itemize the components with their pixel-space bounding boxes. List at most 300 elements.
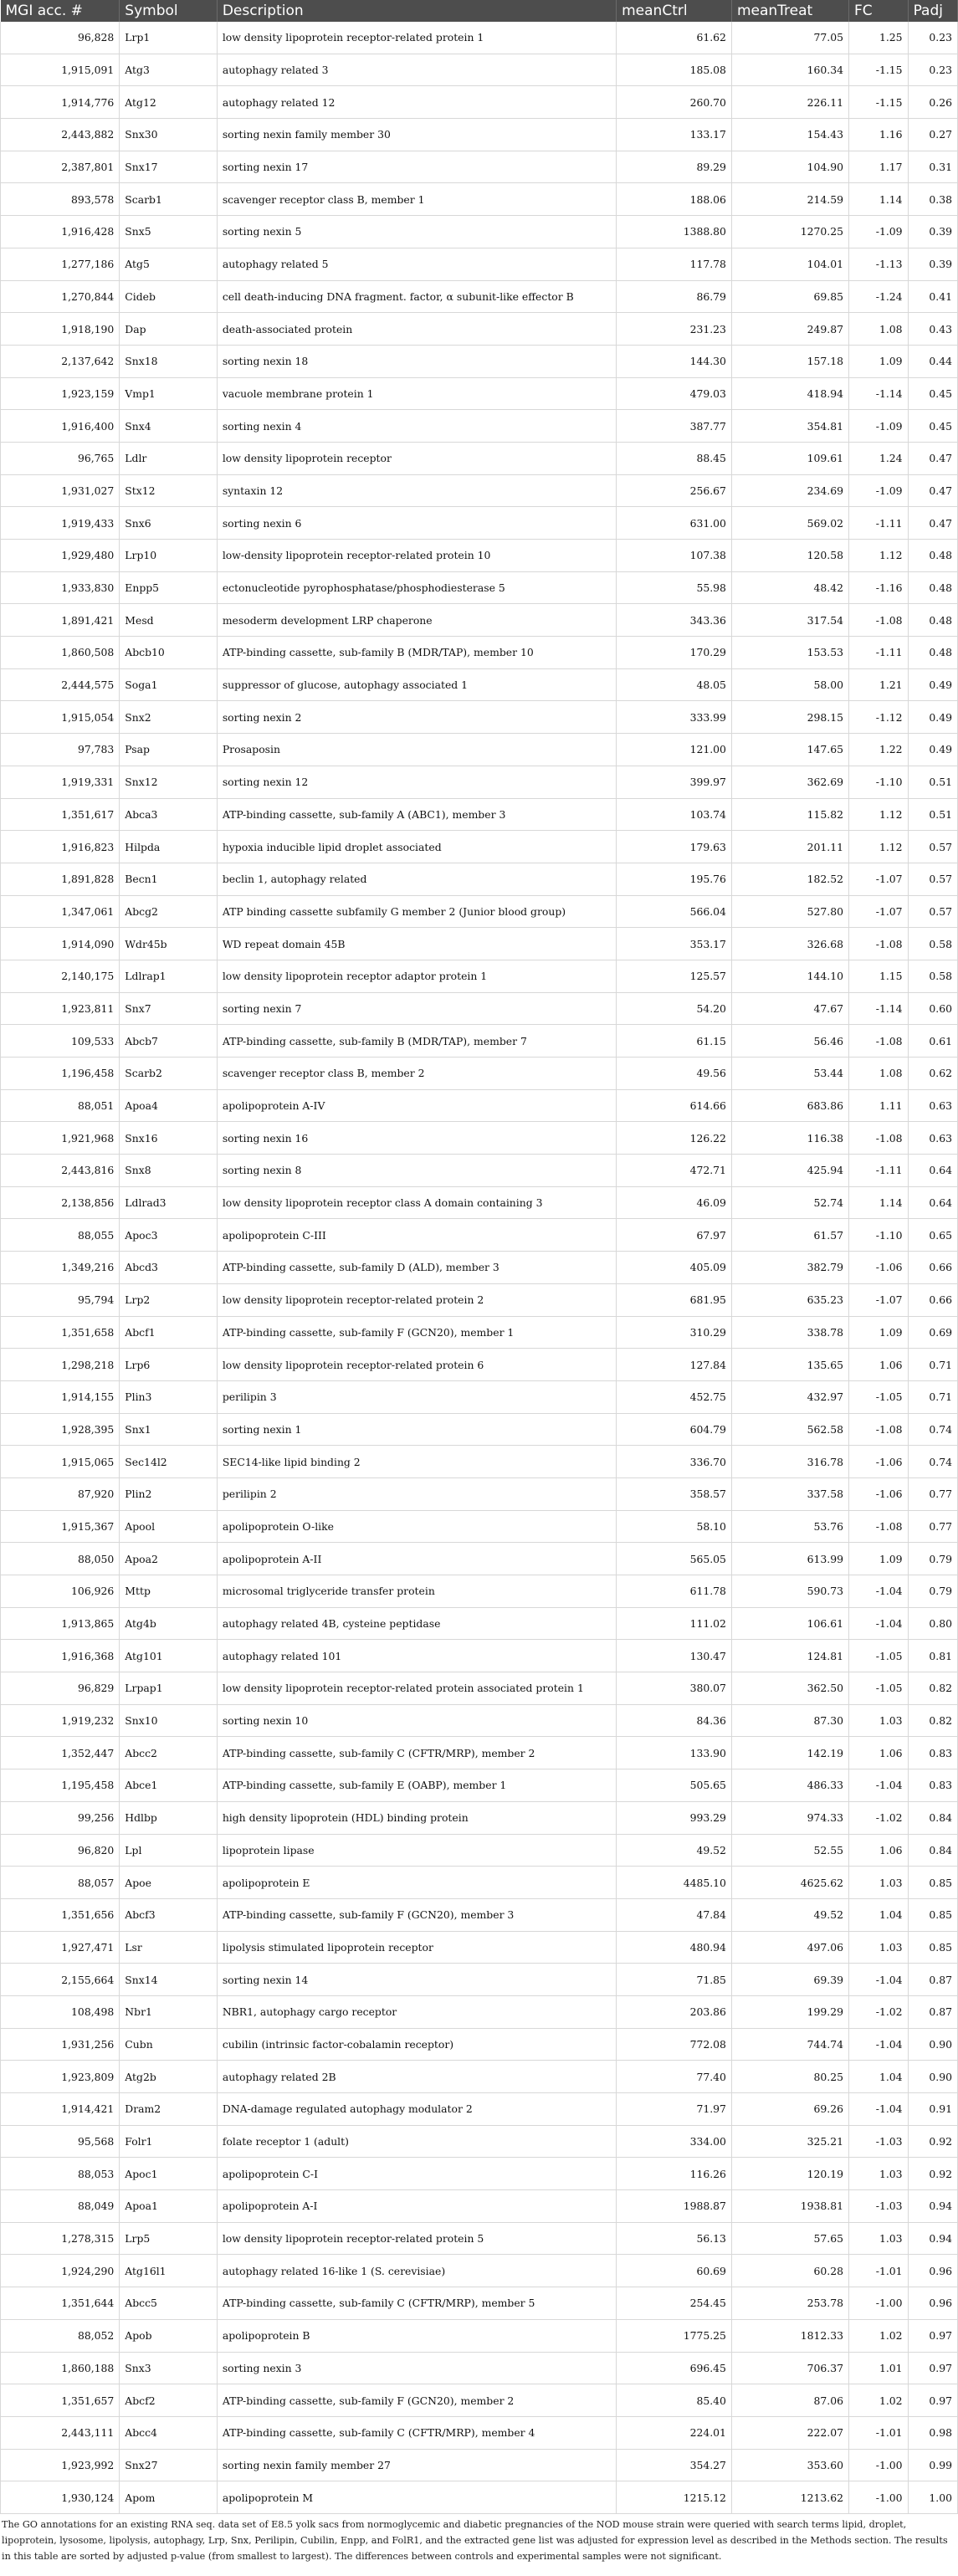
meantreat-cell: 337.58: [731, 1477, 848, 1510]
description-cell: cubilin (intrinsic factor-cobalamin receptor): [217, 2028, 616, 2061]
meanctrl-cell: 480.94: [617, 1931, 732, 1964]
description-cell: sorting nexin 3: [217, 2352, 616, 2384]
description-cell: NBR1, autophagy cargo receptor: [217, 1995, 616, 2028]
mgi-acc-cell: 1,923,159: [1, 377, 120, 410]
meanctrl-cell: 260.70: [617, 86, 732, 119]
meanctrl-cell: 399.97: [617, 766, 732, 798]
fc-cell: 1.01: [848, 2352, 908, 2384]
description-cell: apolipoprotein A-I: [217, 2190, 616, 2223]
table-row: [1, 960, 958, 992]
meantreat-cell: 109.61: [731, 442, 848, 474]
symbol-cell: Abcb7: [120, 1025, 218, 1058]
description-cell: sorting nexin 14: [217, 1964, 616, 1996]
symbol-cell: Snx1: [120, 1413, 218, 1446]
symbol-cell: Snx17: [120, 151, 218, 183]
padj-cell: 0.74: [908, 1446, 957, 1478]
fc-cell: -1.14: [848, 377, 908, 410]
description-cell: Prosaposin: [217, 734, 616, 766]
mgi-acc-cell: 1,349,216: [1, 1252, 120, 1284]
table-row: [1, 1413, 958, 1446]
description-cell: high density lipoprotein (HDL) binding protein: [217, 1801, 616, 1834]
padj-cell: 0.91: [908, 2093, 957, 2126]
table-row: [1, 1380, 958, 1413]
meantreat-cell: 562.58: [731, 1413, 848, 1446]
padj-cell: 0.31: [908, 151, 957, 183]
table-row: [1, 571, 958, 604]
padj-cell: 0.61: [908, 1025, 957, 1058]
table-row: [1, 1186, 958, 1219]
meantreat-cell: 160.34: [731, 54, 848, 86]
description-cell: apolipoprotein E: [217, 1867, 616, 1899]
fc-cell: 1.21: [848, 668, 908, 701]
table-row: [1, 345, 958, 377]
meantreat-cell: 157.18: [731, 345, 848, 377]
table-row: [1, 2352, 958, 2384]
fc-cell: -1.09: [848, 216, 908, 248]
meantreat-cell: 120.19: [731, 2158, 848, 2190]
meanctrl-cell: 60.69: [617, 2255, 732, 2287]
meanctrl-cell: 77.40: [617, 2061, 732, 2093]
meantreat-cell: 142.19: [731, 1737, 848, 1769]
meantreat-cell: 635.23: [731, 1283, 848, 1316]
padj-cell: 0.97: [908, 2319, 957, 2352]
description-cell: mesoderm development LRP chaperone: [217, 604, 616, 637]
mgi-acc-cell: 1,347,061: [1, 895, 120, 928]
fc-cell: -1.01: [848, 2416, 908, 2449]
mgi-acc-cell: 1,919,232: [1, 1704, 120, 1737]
padj-cell: 0.94: [908, 2222, 957, 2255]
description-cell: autophagy related 2B: [217, 2061, 616, 2093]
meanctrl-cell: 1988.87: [617, 2190, 732, 2223]
symbol-cell: Lpl: [120, 1834, 218, 1867]
table-row: [1, 2449, 958, 2481]
fc-cell: -1.02: [848, 1995, 908, 2028]
padj-cell: 0.84: [908, 1801, 957, 1834]
meanctrl-cell: 107.38: [617, 540, 732, 572]
meantreat-cell: 382.79: [731, 1252, 848, 1284]
padj-cell: 0.41: [908, 280, 957, 313]
fc-cell: -1.13: [848, 248, 908, 280]
symbol-cell: Abcc5: [120, 2287, 218, 2320]
padj-cell: 0.57: [908, 895, 957, 928]
description-cell: apolipoprotein A-II: [217, 1543, 616, 1575]
padj-cell: 0.83: [908, 1737, 957, 1769]
fc-cell: -1.04: [848, 2028, 908, 2061]
fc-cell: 1.22: [848, 734, 908, 766]
padj-cell: 0.64: [908, 1155, 957, 1187]
fc-cell: -1.09: [848, 474, 908, 507]
symbol-cell: Becn1: [120, 863, 218, 895]
fc-cell: 1.08: [848, 1058, 908, 1090]
fc-cell: 1.08: [848, 313, 908, 346]
table-row: [1, 1640, 958, 1672]
meantreat-cell: 116.38: [731, 1122, 848, 1155]
mgi-acc-cell: 1,914,155: [1, 1380, 120, 1413]
meantreat-cell: 69.85: [731, 280, 848, 313]
meanctrl-cell: 61.15: [617, 1025, 732, 1058]
padj-cell: 0.79: [908, 1543, 957, 1575]
description-cell: low density lipoprotein receptor-related protein associated protein 1: [217, 1672, 616, 1705]
padj-cell: 0.94: [908, 2190, 957, 2223]
meanctrl-cell: 71.97: [617, 2093, 732, 2126]
fc-cell: 1.14: [848, 183, 908, 216]
meanctrl-cell: 170.29: [617, 637, 732, 669]
meantreat-cell: 69.39: [731, 1964, 848, 1996]
table-row: [1, 1058, 958, 1090]
table-row: [1, 2028, 958, 2061]
symbol-cell: Snx27: [120, 2449, 218, 2481]
fc-cell: -1.08: [848, 1122, 908, 1155]
padj-cell: 0.81: [908, 1640, 957, 1672]
meantreat-cell: 590.73: [731, 1575, 848, 1608]
description-cell: apolipoprotein M: [217, 2481, 616, 2514]
meanctrl-cell: 387.77: [617, 410, 732, 443]
meanctrl-cell: 353.17: [617, 928, 732, 960]
padj-cell: 0.92: [908, 2125, 957, 2158]
fc-cell: 1.09: [848, 345, 908, 377]
meantreat-cell: 106.61: [731, 1607, 848, 1640]
symbol-cell: Lrp10: [120, 540, 218, 572]
meanctrl-cell: 85.40: [617, 2384, 732, 2417]
description-cell: apolipoprotein A-IV: [217, 1089, 616, 1122]
mgi-acc-cell: 1,860,508: [1, 637, 120, 669]
mgi-acc-cell: 88,057: [1, 1867, 120, 1899]
fc-cell: -1.08: [848, 604, 908, 637]
meanctrl-cell: 125.57: [617, 960, 732, 992]
mgi-acc-cell: 1,352,447: [1, 1737, 120, 1769]
description-cell: sorting nexin 10: [217, 1704, 616, 1737]
mgi-acc-cell: 1,919,331: [1, 766, 120, 798]
fc-cell: -1.07: [848, 863, 908, 895]
meanctrl-cell: 56.13: [617, 2222, 732, 2255]
meantreat-cell: 77.05: [731, 22, 848, 54]
symbol-cell: Soga1: [120, 668, 218, 701]
symbol-cell: Dap: [120, 313, 218, 346]
padj-cell: 1.00: [908, 2481, 957, 2514]
description-cell: autophagy related 12: [217, 86, 616, 119]
table-row: [1, 1316, 958, 1349]
table-row: [1, 668, 958, 701]
meanctrl-cell: 130.47: [617, 1640, 732, 1672]
padj-cell: 0.82: [908, 1672, 957, 1705]
padj-cell: 0.65: [908, 1219, 957, 1252]
symbol-cell: Lrp5: [120, 2222, 218, 2255]
description-cell: sorting nexin 5: [217, 216, 616, 248]
table-row: [1, 1025, 958, 1058]
meantreat-cell: 418.94: [731, 377, 848, 410]
symbol-cell: Atg101: [120, 1640, 218, 1672]
meantreat-cell: 87.06: [731, 2384, 848, 2417]
padj-cell: 0.80: [908, 1607, 957, 1640]
meanctrl-cell: 631.00: [617, 507, 732, 540]
mgi-acc-cell: 1,298,218: [1, 1349, 120, 1381]
symbol-cell: Dram2: [120, 2093, 218, 2126]
description-cell: autophagy related 5: [217, 248, 616, 280]
description-cell: sorting nexin 16: [217, 1122, 616, 1155]
meanctrl-cell: 117.78: [617, 248, 732, 280]
meantreat-cell: 317.54: [731, 604, 848, 637]
symbol-cell: Snx16: [120, 1122, 218, 1155]
table-body: [1, 22, 958, 2513]
symbol-cell: Ldlr: [120, 442, 218, 474]
mgi-acc-cell: 106,926: [1, 1575, 120, 1608]
meantreat-cell: 60.28: [731, 2255, 848, 2287]
padj-cell: 0.62: [908, 1058, 957, 1090]
mgi-acc-cell: 1,913,865: [1, 1607, 120, 1640]
mgi-acc-cell: 97,783: [1, 734, 120, 766]
table-row: [1, 216, 958, 248]
padj-cell: 0.45: [908, 377, 957, 410]
padj-cell: 0.82: [908, 1704, 957, 1737]
description-cell: sorting nexin 4: [217, 410, 616, 443]
symbol-cell: Cubn: [120, 2028, 218, 2061]
table-row: [1, 1672, 958, 1705]
meanctrl-cell: 565.05: [617, 1543, 732, 1575]
mgi-acc-cell: 1,921,968: [1, 1122, 120, 1155]
meanctrl-cell: 681.95: [617, 1283, 732, 1316]
meanctrl-cell: 111.02: [617, 1607, 732, 1640]
padj-cell: 0.71: [908, 1349, 957, 1381]
table-row: [1, 2190, 958, 2223]
description-cell: ATP-binding cassette, sub-family F (GCN20), member 3: [217, 1898, 616, 1931]
description-cell: low-density lipoprotein receptor-related protein 10: [217, 540, 616, 572]
description-cell: ATP-binding cassette, sub-family D (ALD), member 3: [217, 1252, 616, 1284]
meantreat-cell: 1938.81: [731, 2190, 848, 2223]
symbol-cell: Scarb2: [120, 1058, 218, 1090]
fc-cell: -1.04: [848, 1964, 908, 1996]
padj-cell: 0.44: [908, 345, 957, 377]
mgi-acc-cell: 1,916,428: [1, 216, 120, 248]
mgi-acc-cell: 1,891,421: [1, 604, 120, 637]
description-cell: low density lipoprotein receptor-related protein 2: [217, 1283, 616, 1316]
description-cell: low density lipoprotein receptor class A domain containing 3: [217, 1186, 616, 1219]
meanctrl-cell: 71.85: [617, 1964, 732, 1996]
table-row: [1, 1867, 958, 1899]
meantreat-cell: 4625.62: [731, 1867, 848, 1899]
symbol-cell: Psap: [120, 734, 218, 766]
description-cell: apolipoprotein C-I: [217, 2158, 616, 2190]
symbol-cell: Snx4: [120, 410, 218, 443]
description-cell: apolipoprotein B: [217, 2319, 616, 2352]
mgi-acc-cell: 1,927,471: [1, 1931, 120, 1964]
table-row: [1, 119, 958, 151]
padj-cell: 0.26: [908, 86, 957, 119]
meanctrl-cell: 58.10: [617, 1510, 732, 1543]
fc-cell: -1.05: [848, 1380, 908, 1413]
symbol-cell: Cideb: [120, 280, 218, 313]
padj-cell: 0.23: [908, 22, 957, 54]
description-cell: sorting nexin family member 30: [217, 119, 616, 151]
table-row: [1, 1801, 958, 1834]
fc-cell: 1.17: [848, 151, 908, 183]
mgi-acc-cell: 1,915,367: [1, 1510, 120, 1543]
fc-cell: 1.09: [848, 1543, 908, 1575]
padj-cell: 0.66: [908, 1252, 957, 1284]
table-row: [1, 1122, 958, 1155]
mgi-acc-cell: 1,916,400: [1, 410, 120, 443]
table-row: [1, 2481, 958, 2514]
description-cell: sorting nexin 8: [217, 1155, 616, 1187]
meantreat-cell: 147.65: [731, 734, 848, 766]
fc-cell: 1.04: [848, 2061, 908, 2093]
table-row: [1, 377, 958, 410]
table-row: [1, 2125, 958, 2158]
fc-cell: 1.02: [848, 2384, 908, 2417]
meantreat-cell: 115.82: [731, 798, 848, 831]
mgi-acc-cell: 1,924,290: [1, 2255, 120, 2287]
table-row: [1, 1089, 958, 1122]
meantreat-cell: 222.07: [731, 2416, 848, 2449]
padj-cell: 0.79: [908, 1575, 957, 1608]
mgi-acc-cell: 1,914,776: [1, 86, 120, 119]
description-cell: low density lipoprotein receptor-related protein 6: [217, 1349, 616, 1381]
symbol-cell: Lrp1: [120, 22, 218, 54]
padj-cell: 0.87: [908, 1995, 957, 2028]
symbol-cell: Hilpda: [120, 831, 218, 863]
table-row: [1, 410, 958, 443]
padj-cell: 0.39: [908, 248, 957, 280]
description-cell: ATP-binding cassette, sub-family F (GCN20), member 1: [217, 1316, 616, 1349]
padj-cell: 0.58: [908, 960, 957, 992]
description-cell: folate receptor 1 (adult): [217, 2125, 616, 2158]
meantreat-cell: 80.25: [731, 2061, 848, 2093]
table-row: [1, 1995, 958, 2028]
symbol-cell: Enpp5: [120, 571, 218, 604]
padj-cell: 0.63: [908, 1122, 957, 1155]
meantreat-cell: 48.42: [731, 571, 848, 604]
mgi-acc-cell: 96,828: [1, 22, 120, 54]
meantreat-cell: 120.58: [731, 540, 848, 572]
meantreat-cell: 706.37: [731, 2352, 848, 2384]
description-cell: sorting nexin 12: [217, 766, 616, 798]
padj-cell: 0.49: [908, 668, 957, 701]
table-row: [1, 2061, 958, 2093]
symbol-cell: Abcf1: [120, 1316, 218, 1349]
table-row: [1, 1834, 958, 1867]
meantreat-cell: 613.99: [731, 1543, 848, 1575]
mgi-acc-cell: 96,829: [1, 1672, 120, 1705]
fc-cell: 1.12: [848, 540, 908, 572]
meantreat-cell: 144.10: [731, 960, 848, 992]
meantreat-cell: 104.90: [731, 151, 848, 183]
symbol-cell: Snx7: [120, 992, 218, 1025]
table-row: [1, 863, 958, 895]
symbol-cell: Vmp1: [120, 377, 218, 410]
description-cell: low density lipoprotein receptor-related protein 1: [217, 22, 616, 54]
table-row: [1, 183, 958, 216]
table-row: [1, 1769, 958, 1802]
symbol-cell: Stx12: [120, 474, 218, 507]
fc-cell: 1.25: [848, 22, 908, 54]
fc-cell: -1.08: [848, 1413, 908, 1446]
fc-cell: -1.03: [848, 2125, 908, 2158]
meantreat-cell: 527.80: [731, 895, 848, 928]
symbol-cell: Snx5: [120, 216, 218, 248]
padj-cell: 0.23: [908, 54, 957, 86]
meantreat-cell: 104.01: [731, 248, 848, 280]
mgi-acc-cell: 87,920: [1, 1477, 120, 1510]
meantreat-cell: 153.53: [731, 637, 848, 669]
symbol-cell: Plin3: [120, 1380, 218, 1413]
meanctrl-cell: 472.71: [617, 1155, 732, 1187]
table-header: [1, 0, 958, 22]
meanctrl-cell: 254.45: [617, 2287, 732, 2320]
description-cell: sorting nexin 1: [217, 1413, 616, 1446]
fc-cell: -1.04: [848, 2093, 908, 2126]
symbol-cell: Apoc1: [120, 2158, 218, 2190]
meantreat-cell: 432.97: [731, 1380, 848, 1413]
mgi-acc-cell: 2,444,575: [1, 668, 120, 701]
meanctrl-cell: 4485.10: [617, 1867, 732, 1899]
mgi-acc-cell: 1,278,315: [1, 2222, 120, 2255]
meanctrl-cell: 195.76: [617, 863, 732, 895]
meanctrl-cell: 343.36: [617, 604, 732, 637]
meantreat-cell: 1270.25: [731, 216, 848, 248]
mgi-acc-cell: 88,049: [1, 2190, 120, 2223]
mgi-acc-cell: 1,914,421: [1, 2093, 120, 2126]
symbol-cell: Abcb10: [120, 637, 218, 669]
description-cell: sorting nexin family member 27: [217, 2449, 616, 2481]
symbol-cell: Abcf3: [120, 1898, 218, 1931]
meanctrl-cell: 126.22: [617, 1122, 732, 1155]
table-row: [1, 86, 958, 119]
symbol-cell: Snx12: [120, 766, 218, 798]
meanctrl-cell: 772.08: [617, 2028, 732, 2061]
table-row: [1, 1155, 958, 1187]
meanctrl-cell: 224.01: [617, 2416, 732, 2449]
description-cell: low density lipoprotein receptor adaptor protein 1: [217, 960, 616, 992]
table-row: [1, 1477, 958, 1510]
mgi-acc-cell: 1,918,190: [1, 313, 120, 346]
meantreat-cell: 226.11: [731, 86, 848, 119]
padj-cell: 0.51: [908, 766, 957, 798]
mgi-acc-cell: 108,498: [1, 1995, 120, 2028]
meantreat-cell: 325.21: [731, 2125, 848, 2158]
description-cell: sorting nexin 6: [217, 507, 616, 540]
mgi-acc-cell: 99,256: [1, 1801, 120, 1834]
meanctrl-cell: 505.65: [617, 1769, 732, 1802]
table-row: [1, 1283, 958, 1316]
table-row: [1, 701, 958, 734]
symbol-cell: Nbr1: [120, 1995, 218, 2028]
mgi-acc-cell: 1,923,992: [1, 2449, 120, 2481]
table-row: [1, 637, 958, 669]
description-cell: ATP-binding cassette, sub-family E (OABP), member 1: [217, 1769, 616, 1802]
description-cell: perilipin 3: [217, 1380, 616, 1413]
fc-cell: 1.03: [848, 2158, 908, 2190]
symbol-cell: Snx18: [120, 345, 218, 377]
meanctrl-cell: 88.45: [617, 442, 732, 474]
symbol-cell: Snx14: [120, 1964, 218, 1996]
meantreat-cell: 135.65: [731, 1349, 848, 1381]
padj-cell: 0.98: [908, 2416, 957, 2449]
padj-cell: 0.97: [908, 2384, 957, 2417]
padj-cell: 0.99: [908, 2449, 957, 2481]
symbol-cell: Snx3: [120, 2352, 218, 2384]
symbol-cell: Atg16l1: [120, 2255, 218, 2287]
fc-cell: -1.04: [848, 1607, 908, 1640]
meanctrl-cell: 188.06: [617, 183, 732, 216]
padj-cell: 0.85: [908, 1898, 957, 1931]
mgi-acc-cell: 893,578: [1, 183, 120, 216]
meantreat-cell: 425.94: [731, 1155, 848, 1187]
symbol-cell: Lsr: [120, 1931, 218, 1964]
fc-cell: 1.02: [848, 2319, 908, 2352]
meanctrl-cell: 611.78: [617, 1575, 732, 1608]
padj-cell: 0.58: [908, 928, 957, 960]
meanctrl-cell: 89.29: [617, 151, 732, 183]
table-row: [1, 1446, 958, 1478]
